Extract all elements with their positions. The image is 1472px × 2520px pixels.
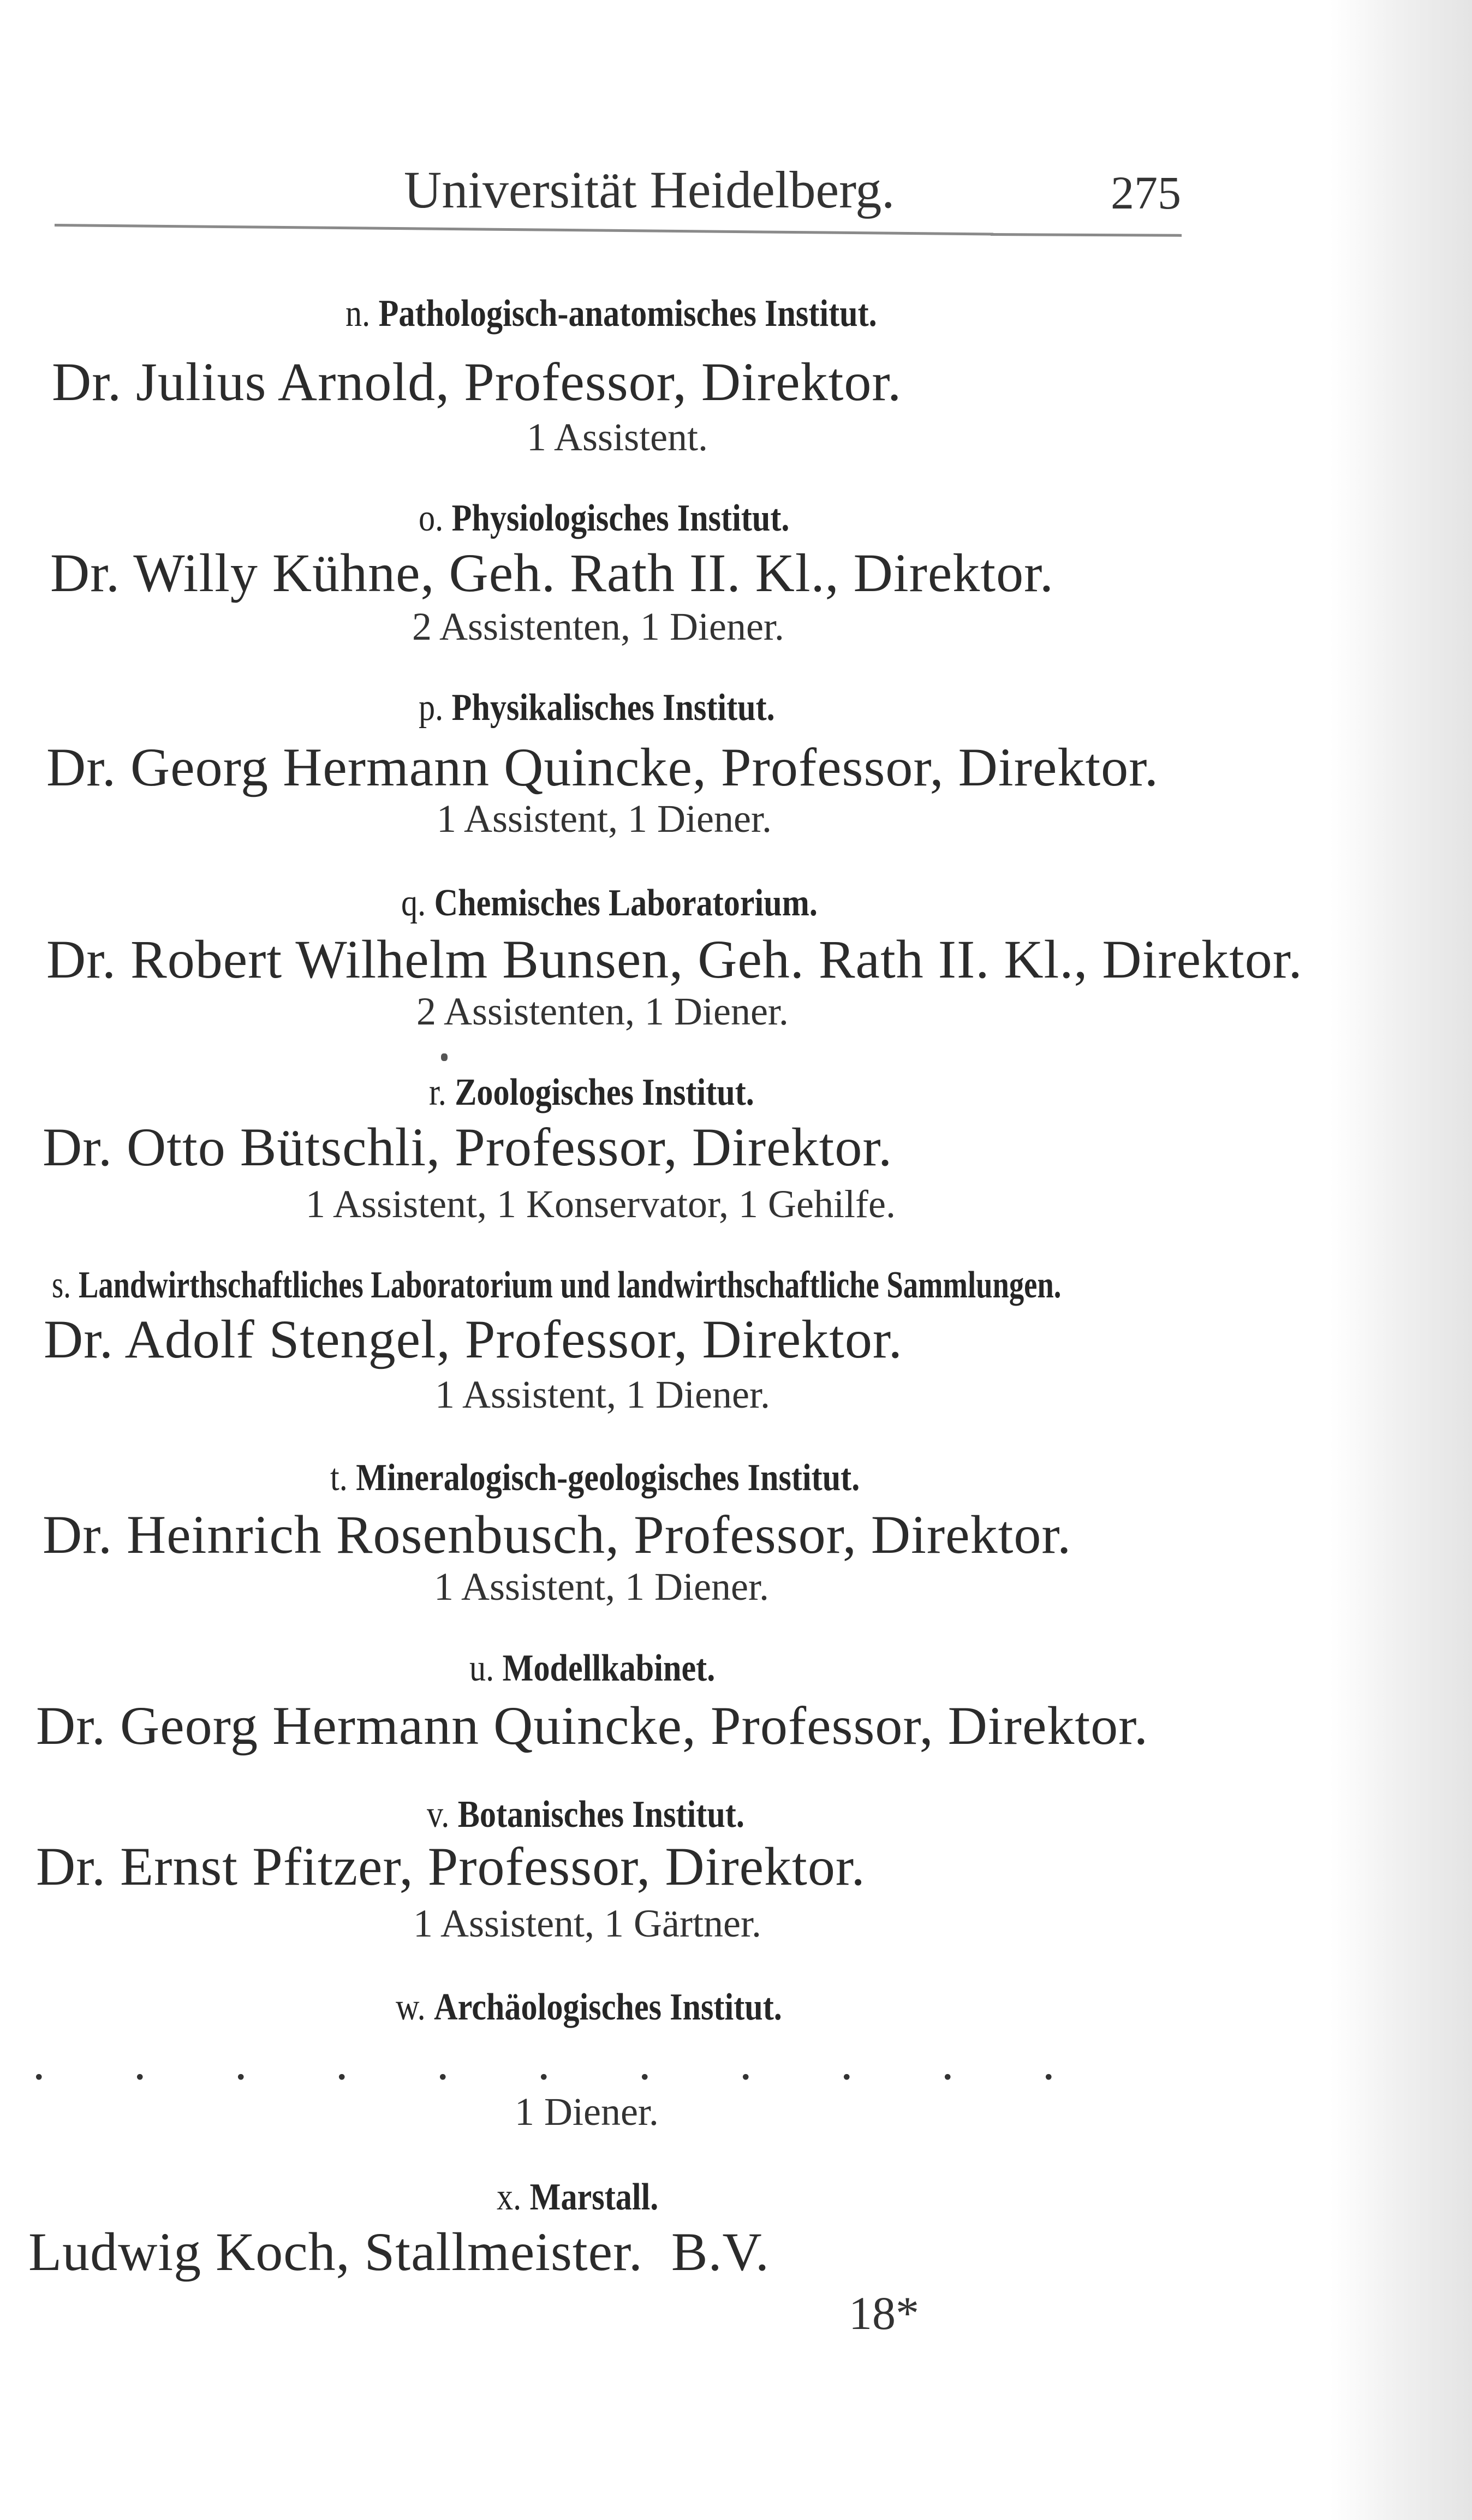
page-number: 275 [1111,166,1181,219]
director-line: Dr. Ernst Pfitzer, Professor, Direktor. [36,1836,866,1897]
section-letter: n. [345,293,371,335]
section-letter: o. [419,497,444,539]
section-letter: q. [401,882,426,924]
staff-line: 1 Assistent, 1 Gärtner. [413,1902,761,1945]
section-heading-u [469,1649,715,1688]
director-line: Dr. Heinrich Rosenbusch, Professor, Direktor. [43,1504,1072,1565]
section-letter: u. [469,1647,494,1689]
director-line: Dr. Robert Wilhelm Bunsen, Geh. Rath II. Kl., Direktor. [46,929,1303,990]
section-heading-q [401,884,818,922]
running-title: Universität Heidelberg. [404,160,895,219]
vacant-director-dots: . . . . . . . . . . . [33,2036,1093,2090]
header-rule-end [991,233,1182,237]
section-heading-p [419,689,775,727]
section-title: Mineralogisch-geologisches Institut. [356,1457,860,1499]
staff-line: 2 Assistenten, 1 Diener. [412,605,784,648]
section-title: Zoologisches Institut. [455,1071,754,1113]
section-letter: x. [497,2176,522,2218]
section-heading-t [330,1459,860,1497]
section-heading-o [419,499,789,538]
staff-line: 1 Assistent, 1 Diener. [435,1373,770,1416]
section-heading-w [396,1988,782,2027]
staff-line: 2 Assistenten, 1 Diener. [416,990,789,1033]
director-line: Dr. Georg Hermann Quincke, Professor, Direktor. [46,737,1159,797]
section-heading-v [427,1796,744,1834]
staff-line: 1 Diener. [515,2090,659,2134]
staff-line: 1 Assistent, 1 Konservator, 1 Gehilfe. [306,1182,896,1226]
section-title: Botanisches Institut. [457,1794,744,1836]
section-letter: v. [427,1794,450,1836]
section-letter: r. [429,1071,446,1113]
director-line: Dr. Adolf Stengel, Professor, Direktor. [44,1309,903,1369]
section-title: Chemisches Laboratorium. [434,882,818,924]
section-letter: t. [330,1457,348,1499]
stable-master-line: Ludwig Koch, Stallmeister. B.V. [28,2221,770,2282]
signature-mark: 18* [849,2287,919,2339]
print-speck [441,1053,448,1061]
section-heading-r [429,1071,754,1113]
section-heading-x [497,2178,658,2217]
section-title: Physikalisches Institut. [451,687,775,729]
page-gutter-shadow [1330,0,1472,2520]
header-rule [55,224,993,236]
director-line: Dr. Willy Kühne, Geh. Rath II. Kl., Direktor. [50,543,1054,603]
staff-line: 1 Assistent. [527,415,708,459]
section-title: Modellkabinet. [502,1647,716,1689]
section-title: Marstall. [529,2176,659,2218]
director-line: Dr. Julius Arnold, Professor, Direktor. [52,352,902,412]
section-title: Landwirthschaftliches Laboratorium und landwirthschaftliche Sammlungen. [78,1264,1062,1306]
section-title: Pathologisch-anatomisches Institut. [378,293,877,335]
section-heading-n [345,295,877,333]
staff-line: 1 Assistent, 1 Diener. [434,1565,769,1608]
section-title: Archäologisches Institut. [434,1986,782,2028]
section-letter: p. [419,687,444,729]
director-line: Dr. Otto Bütschli, Professor, Direktor. [43,1117,893,1177]
section-title: Physiologisches Institut. [451,497,790,539]
director-line: Dr. Georg Hermann Quincke, Professor, Direktor. [36,1695,1148,1756]
section-letter: w. [396,1986,426,2028]
section-letter: s. [52,1264,71,1306]
staff-line: 1 Assistent, 1 Diener. [437,797,772,841]
section-heading-s [52,1266,1061,1304]
